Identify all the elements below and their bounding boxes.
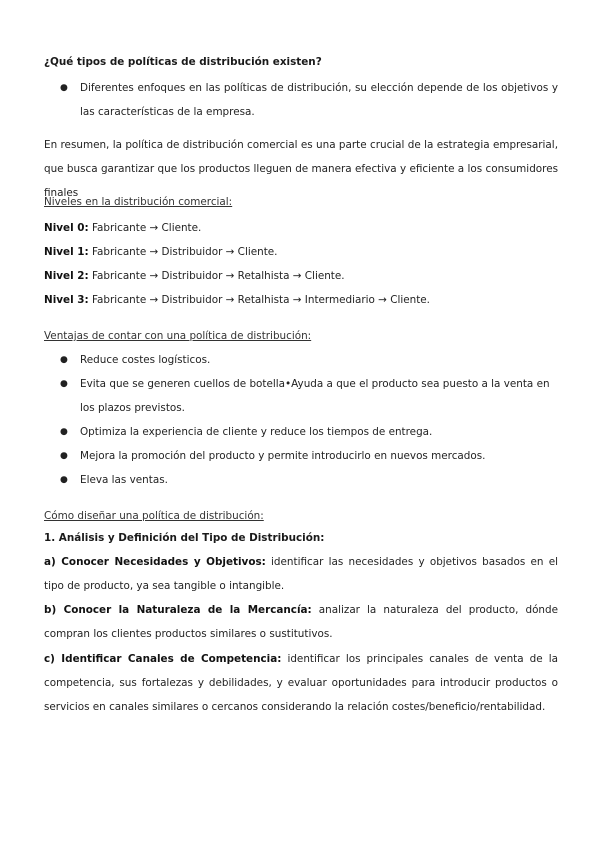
advantages-title: Ventajas de contar con una política de distribución: (44, 330, 312, 342)
level-row (44, 288, 430, 312)
q1-heading: ¿Qué tipos de políticas de distribución existen? (44, 56, 322, 68)
design-item-b (44, 598, 558, 646)
design-item-a (44, 550, 558, 598)
list-item: ● Mejora la promoción del producto y permite introducirlo en nuevos mercados. (44, 444, 558, 468)
item-text: analizar la naturaleza del producto, dónde compran los clientes productos similares o sustitutivos. (44, 604, 559, 640)
list-item: ● Reduce costes logísticos. (44, 348, 558, 372)
item-text: identificar las necesidades y objetivos basados en el tipo de producto, ya sea tangible o intangible. (44, 556, 558, 592)
level-row (44, 240, 277, 264)
bullet-icon: ● (60, 83, 68, 93)
q1-bullet-list (44, 76, 558, 124)
design-section-heading: 1. Análisis y Definición del Tipo de Distribución: (44, 532, 325, 544)
level-row (44, 264, 345, 288)
design-item-c (44, 647, 558, 719)
level-row (44, 216, 201, 240)
level-text: Fabricante → Distribuidor → Retalhista → Intermediario → Cliente. (88, 294, 430, 306)
level-label: Nivel 1: (44, 246, 89, 258)
item-text: identificar los principales canales de venta de la competencia, sus fortalezas y debilidades, y evaluar oportunidades para introducir productos o servicios en canales similares o cercanos considerando la relación costes/beneficio/rentabilidad. (44, 653, 558, 713)
level-label: Nivel 2: (44, 270, 89, 282)
bullet-icon: ● (60, 355, 68, 365)
item-label: a) Conocer Necesidades y Objetivos: (44, 556, 266, 568)
level-text: Fabricante → Distribuidor → Retalhista → Cliente. (88, 270, 345, 282)
bullet-icon: ● (60, 379, 68, 389)
bullet-icon: ● (60, 475, 68, 485)
level-text: Fabricante → Cliente. (88, 222, 202, 234)
advantages-list (44, 348, 558, 492)
bullet-icon: ● (60, 451, 68, 461)
level-label: Nivel 0: (44, 222, 89, 234)
list-item: ● Optimiza la experiencia de cliente y reduce los tiempos de entrega. (44, 420, 558, 444)
item-label: b) Conocer la Naturaleza de la Mercancía: (44, 604, 312, 616)
level-label: Nivel 3: (44, 294, 89, 306)
item-label: c) Identificar Canales de Competencia: (44, 653, 282, 665)
list-item: ● Diferentes enfoques en las políticas de distribución, su elección depende de los objetivos y las características de la empresa. (44, 76, 558, 124)
level-text: Fabricante → Distribuidor → Cliente. (88, 246, 278, 258)
bullet-icon: ● (60, 427, 68, 437)
levels-title: Niveles en la distribución comercial: (44, 196, 233, 208)
design-title: Cómo diseñar una política de distribución: (44, 510, 264, 522)
summary-paragraph: En resumen, la política de distribución comercial es una parte crucial de la estrategia empresarial, que busca garantizar que los productos lleguen de manera efectiva y eficiente a los consumidores finales (44, 139, 558, 199)
list-item: ● Eleva las ventas. (44, 468, 558, 492)
list-item: ● Evita que se generen cuellos de botella•Ayuda a que el producto sea puesto a la venta en los plazos previstos. (44, 372, 558, 420)
